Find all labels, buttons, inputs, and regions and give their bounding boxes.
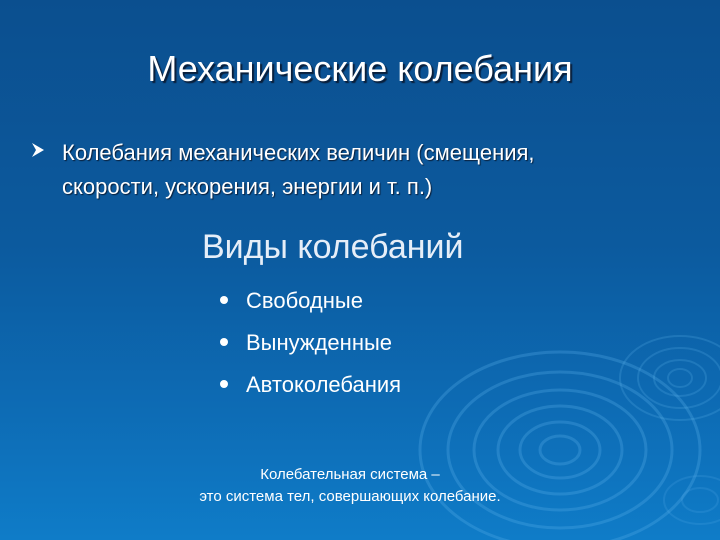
definition-line-1: Колебательная система –	[260, 466, 440, 483]
main-bullet-line-1: Колебания механических величин (смещения,	[62, 140, 535, 165]
bullet-dot-icon	[220, 380, 228, 388]
main-bullet-text	[62, 136, 535, 204]
list-item-text: Автоколебания	[246, 372, 402, 397]
bullet-dot-icon	[220, 338, 228, 346]
definition	[0, 464, 700, 508]
slide-title: Механические колебания	[147, 48, 573, 89]
list-item-text: Свободные	[246, 288, 363, 313]
arrow-bullet-icon	[30, 142, 46, 158]
subtitle: Виды колебаний	[202, 228, 464, 266]
main-bullet-line-2: скорости, ускорения, энергии и т. п.)	[62, 174, 433, 199]
bullet-dot-icon	[220, 296, 228, 304]
list-item-text: Вынужденные	[246, 330, 393, 355]
definition-line-2: это система тел, совершающих колебание.	[199, 488, 501, 505]
